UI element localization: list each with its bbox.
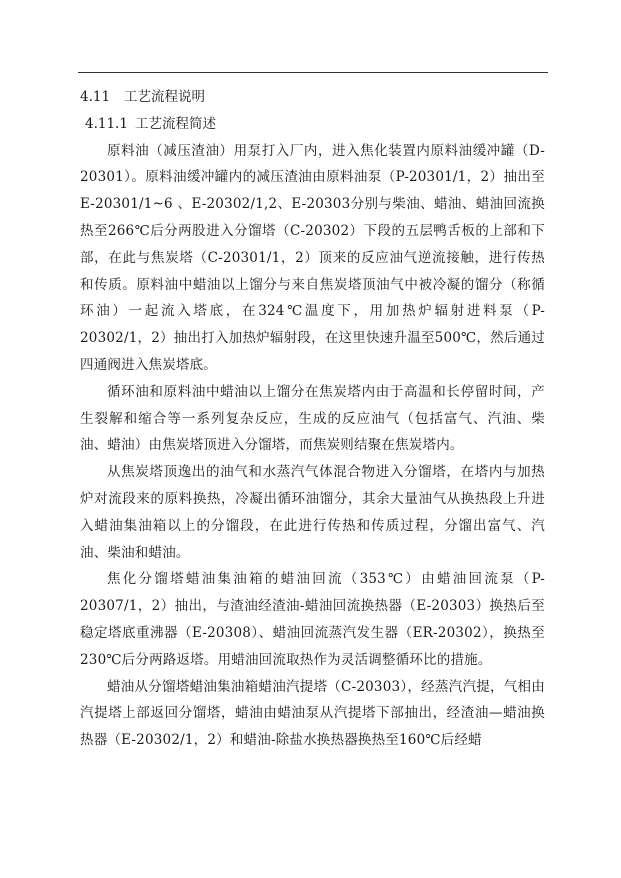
subsection-number: 4.11.1 — [85, 115, 128, 132]
paragraph: 原料油（减压渣油）用泵打入厂内，进入焦化装置内原料油缓冲罐（D-20301）。原料油缓冲罐内的减压渣油由原料油泵（P-20301/1，2）抽出至E-20301/1~6 、E-20302/1,2、E-20303分别与柴油、蜡油、蜡油回流换热至266℃后分两股进入分馏塔（C-20302）下段的五层鸭舌板的上部和下部，在此与焦炭塔（C-20301/1，2）顶来的反应油气逆流接触，进行传热和传质。原料油中蜡油以上馏分与来自焦炭塔顶油气中被冷凝的馏分（称循环油）一起流入塔底，在324℃温度下，用加热炉辐射进料泵（P-20302/1，2）抽出打入加热炉辐射段，在这里快速升温至500℃，然后通过四通阀进入焦炭塔底。 — [80, 142, 545, 373]
section-number: 4.11 — [80, 89, 111, 105]
document-body — [80, 84, 545, 754]
paragraph: 循环油和原料油中蜡油以上馏分在焦炭塔内由于高温和长停留时间，产生裂解和缩合等一系列复杂反应，生成的反应油气（包括富气、汽油、柴油、蜡油）由焦炭塔顶进入分馏塔，而焦炭则结聚在焦炭塔内。 — [80, 383, 545, 454]
paragraph: 蜡油从分馏塔蜡油集油箱蜡油汽提塔（C-20303），经蒸汽汽提，气相由汽提塔上部返回分馏塔，蜡油由蜡油泵从汽提塔下部抽出，经渣油—蜡油换热器（E-20302/1，2）和蜡油-除盐水换热器换热至160℃后经蜡 — [80, 678, 545, 749]
subsection-title: 工艺流程简述 — [135, 115, 216, 132]
section-heading — [80, 84, 545, 111]
header-rule — [78, 72, 548, 73]
subsection-heading — [80, 111, 545, 138]
section-title: 工艺流程说明 — [124, 89, 205, 105]
paragraph: 从焦炭塔顶逸出的油气和水蒸汽气体混合物进入分馏塔，在塔内与加热炉对流段来的原料换热，冷凝出循环油馏分，其余大量油气从换热段上升进入蜡油集油箱以上的分馏段，在此进行传热和传质过程，分馏出富气、汽油、柴油和蜡油。 — [80, 464, 545, 561]
paragraph: 焦化分馏塔蜡油集油箱的蜡油回流（353℃）由蜡油回流泵（P-20307/1，2）抽出，与渣油经渣油-蜡油回流换热器（E-20303）换热后至稳定塔底重沸器（E-20308）、蜡油回流蒸汽发生器（ER-20302），换热至230℃后分两路返塔。用蜡油回流取热作为灵活调整循环比的措施。 — [80, 571, 545, 668]
